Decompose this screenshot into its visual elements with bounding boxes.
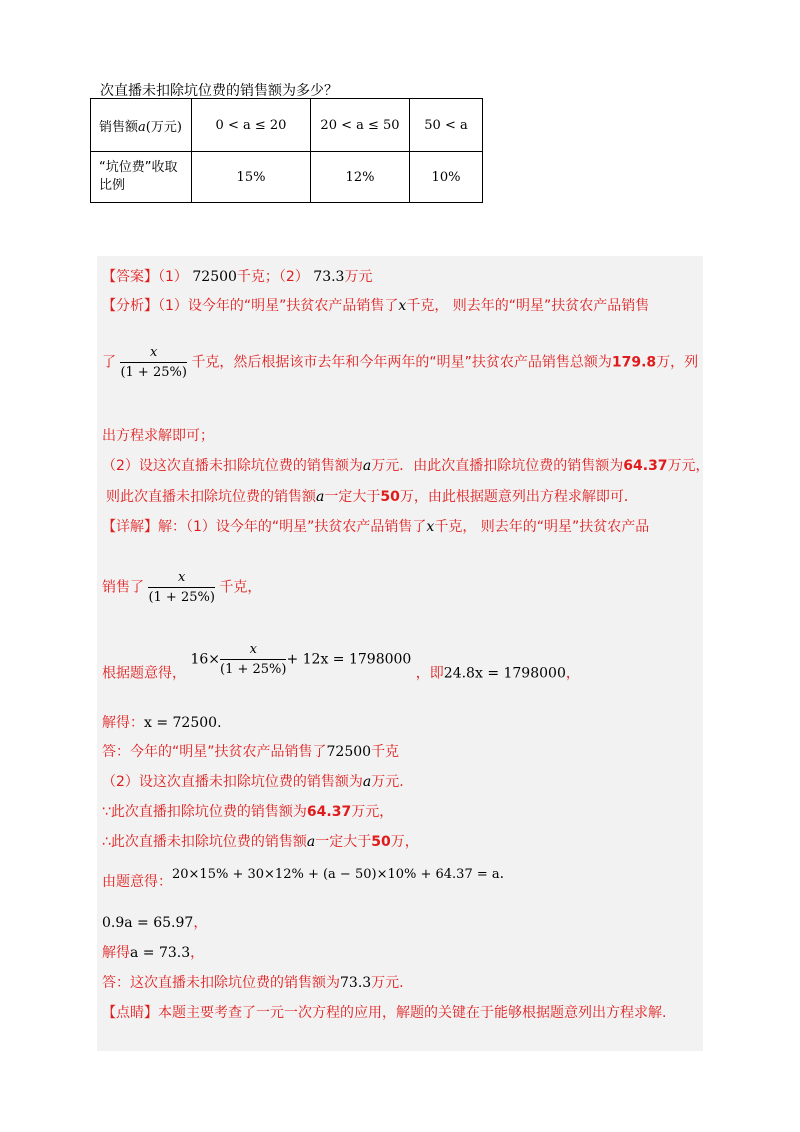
analysis-line-2: 了 $\frac{x}{(1 + 25\%)}$ 千克，然后根据该市去年和今年两年的“明星”扶贫农产品销售总额为179.8万，列 [102, 345, 699, 380]
detail-tag: 【详解】 [102, 519, 158, 535]
detail-line-10: 0.9a = 65.97， [102, 915, 208, 931]
detail-line-8: ∴此次直播未扣除坑位费的销售额a一定大于50万， [102, 834, 419, 850]
comment-line: 【点睛】本题主要考查了一元一次方程的应用，解题的关键在于能够根据题意列出方程求解. [102, 1005, 667, 1021]
analysis-line-3: 出方程求解即可； [102, 428, 214, 444]
table-cell: 0 < a ≤ 20 [192, 99, 311, 152]
table-cell: 50 < a [410, 99, 483, 152]
table-cell: 10% [410, 152, 483, 203]
analysis-line-1: 【分析】（1）设今年的“明星”扶贫农产品销售了x千克， 则去年的“明星”扶贫农产品销售 [102, 298, 650, 314]
detail-line-6: （2）设这次直播未扣除坑位费的销售额为a万元. [102, 774, 404, 790]
fee-table [90, 98, 483, 203]
table-cell: 12% [311, 152, 410, 203]
detail-line-7: ∵此次直播扣除坑位费的销售额为64.37万元， [102, 804, 394, 820]
analysis-line-5: 则此次直播未扣除坑位费的销售额a一定大于50万，由此根据题意列出方程求解即可． [106, 489, 638, 505]
detail-line-11: 解得a = 73.3， [102, 945, 205, 961]
detail-line-4: 解得：x = 72500. [102, 715, 222, 731]
detail-line-5: 答：今年的“明星”扶贫农产品销售了72500千克 [102, 744, 400, 760]
detail-line-1: 【详解】解：（1）设今年的“明星”扶贫农产品销售了x千克， 则去年的“明星”扶贫农产品 [102, 519, 650, 535]
analysis-tag: 【分析】 [102, 298, 158, 314]
fraction: $\frac{x}{(1 + 25\%)}$ [220, 642, 287, 677]
table-header-cell: 销售额a(万元) [91, 99, 192, 152]
detail-line-12: 答：这次直播未扣除坑位费的销售额为73.3万元. [102, 975, 404, 991]
table-header-cell: “坑位费”收取比例 [91, 152, 192, 203]
analysis-line-4: （2）设这次直播未扣除坑位费的销售额为a万元．由此次直播扣除坑位费的销售额为64.37万元， [102, 458, 710, 474]
fraction: $\frac{x}{(1 + 25\%)}$ [148, 570, 215, 605]
table-row [91, 152, 483, 203]
detail-line-9: 由题意得：20×15% + 30×12% + (a − 50)×10% + 64.37 = a. [102, 866, 505, 890]
answer-line: 【答案】（1） 72500千克；（2） 73.3万元 [102, 269, 373, 285]
table-cell: 20 < a ≤ 50 [311, 99, 410, 152]
answer-tag: 【答案】 [102, 269, 158, 285]
comment-tag: 【点睛】 [102, 1005, 158, 1021]
fraction: $\frac{x}{(1 + 25\%)}$ [120, 345, 187, 380]
table-row [91, 99, 483, 152]
question-text: 次直播未扣除坑位费的销售额为多少？ [100, 83, 338, 99]
detail-line-3: 根据题意得， 16× $\frac{x}{(1 + 25\%)}$ + 12x = 1798000 ，即24.8x = 1798000， [102, 642, 580, 682]
table-cell: 15% [192, 152, 311, 203]
detail-line-2: 销售了 $\frac{x}{(1 + 25\%)}$ 千克， [102, 570, 262, 605]
